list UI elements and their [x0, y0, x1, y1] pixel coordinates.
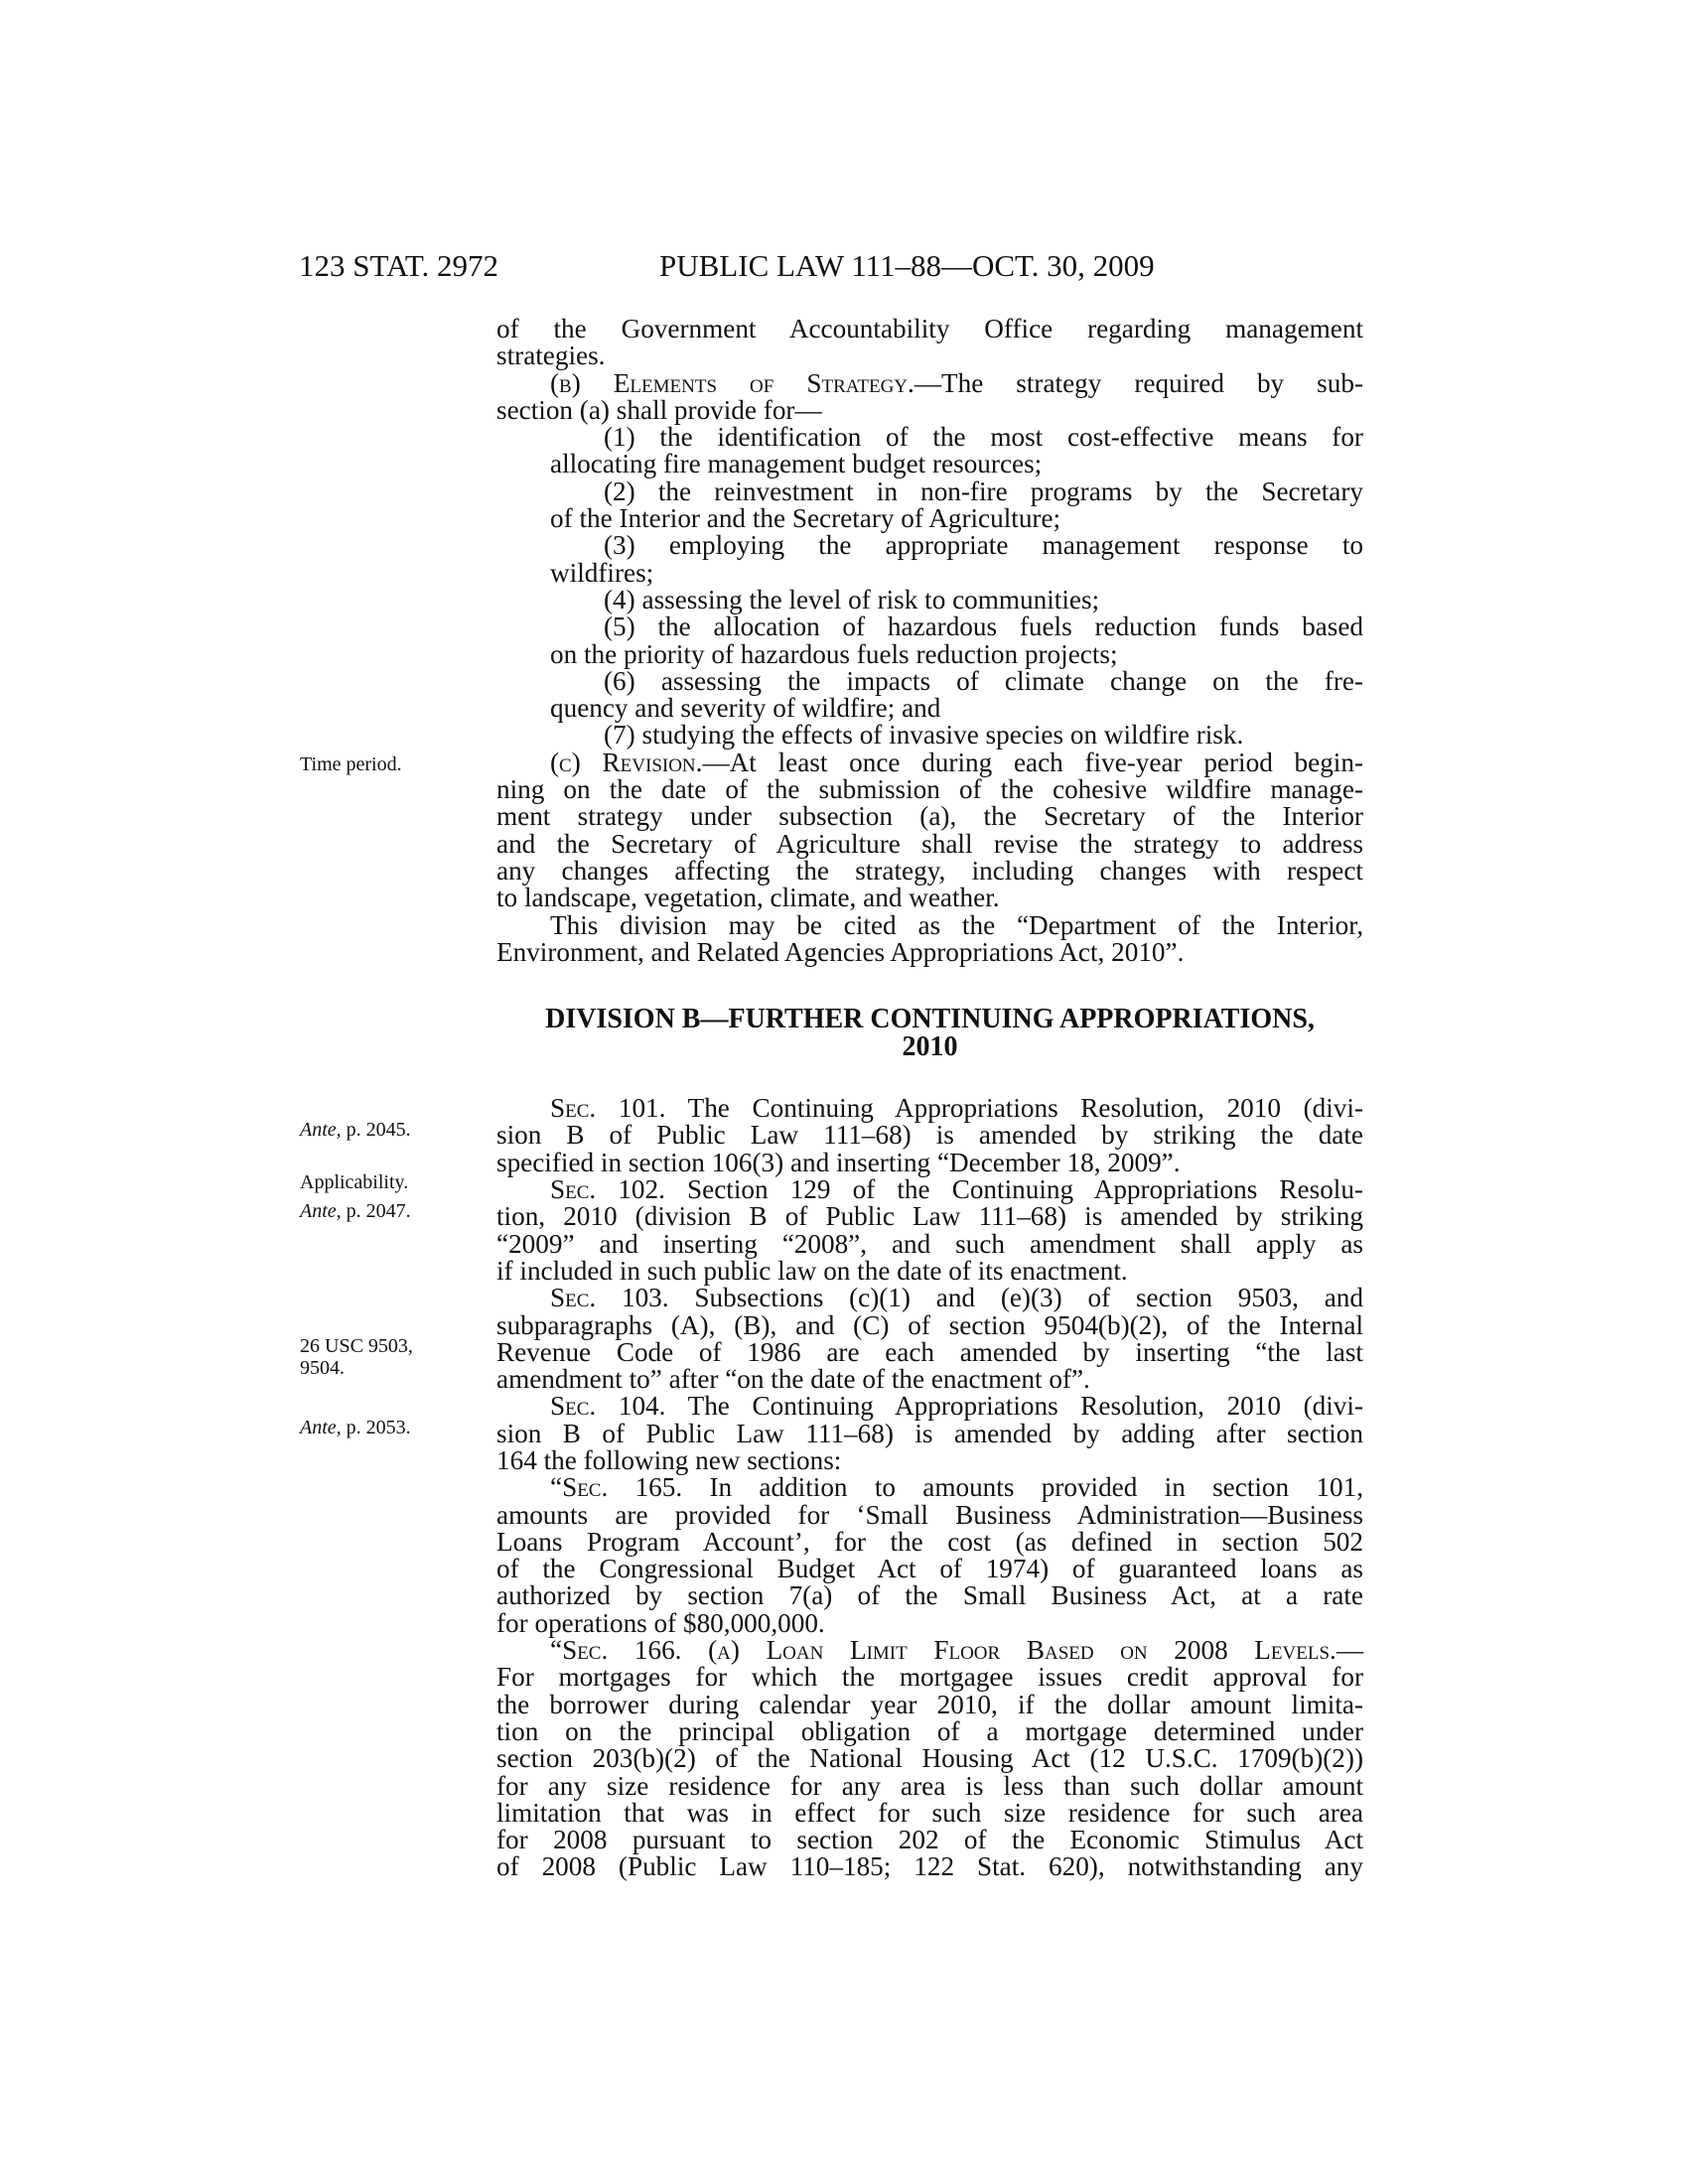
section-166 — [496, 1637, 1363, 1664]
text-line: for any size residence for any area is less than such dollar amount — [496, 1770, 1363, 1801]
text-line: tion, 2010 (division B of Public Law 111–68) is amended by striking — [496, 1201, 1363, 1232]
text-line: Revenue Code of 1986 are each amended by inserting “the last — [496, 1336, 1363, 1367]
text-line: of the Congressional Budget Act of 1974) of guaranteed loans as — [496, 1554, 1363, 1584]
subsection-text: —At least once during each five-year period begin- — [702, 747, 1363, 777]
text-line: sion B of Public Law 111–68) is amended by adding after section — [496, 1418, 1363, 1448]
text-line: of 2008 (Public Law 110–185; 122 Stat. 620), notwithstanding any — [496, 1851, 1363, 1882]
section-103 — [496, 1285, 1363, 1311]
section-text: The Continuing Appropriations Resolution, 2010 (divi- — [665, 1093, 1363, 1124]
text-line: of the Government Accountability Office regarding management — [496, 314, 1363, 343]
section-label: Sec. 166. (a) Loan Limit Floor Based on 2008 Levels. — [562, 1635, 1336, 1666]
margin-note-ante-page: p. 2053. — [341, 1417, 411, 1438]
section-text: Subsections (c)(1) and (e)(3) of section 9503, and — [668, 1283, 1363, 1313]
text-line: allocating fire management budget resources; — [550, 449, 1043, 479]
open-quote: “ — [550, 1635, 563, 1666]
text-line: section 203(b)(2) of the National Housing Act (12 U.S.C. 1709(b)(2)) — [496, 1743, 1363, 1774]
text-line: section (a) shall provide for— — [496, 394, 822, 425]
text-line: on the priority of hazardous fuels reduction projects; — [550, 638, 1118, 669]
section-102 — [496, 1176, 1363, 1203]
list-item: (5) the allocation of hazardous fuels reduction funds based — [604, 612, 1363, 642]
stat-citation: 123 STAT. 2972 — [299, 248, 499, 283]
text-line: quency and severity of wildfire; and — [550, 693, 941, 724]
subsection-label: (c) Revision. — [550, 747, 703, 777]
margin-note-ante-word: Ante, — [300, 1417, 342, 1438]
text-line: strategies. — [496, 341, 606, 371]
division-heading-line1: DIVISION B—FURTHER CONTINUING APPROPRIATIONS, — [545, 1004, 1315, 1035]
section-label: Sec. 104. — [550, 1391, 666, 1422]
text-line: if included in such public law on the date of its enactment. — [496, 1255, 1128, 1286]
section-text: — — [1336, 1635, 1363, 1666]
text-line: of the Interior and the Secretary of Agriculture; — [550, 503, 1061, 534]
margin-note-time-period: Time period. — [300, 753, 402, 775]
open-quote: “ — [550, 1472, 563, 1503]
section-text: The Continuing Appropriations Resolution, 2010 (divi- — [665, 1391, 1363, 1422]
section-label: Sec. 103. — [550, 1283, 669, 1313]
margin-note-usc-line2: 9504. — [300, 1357, 345, 1379]
margin-note-usc-line1: 26 USC 9503, — [300, 1335, 413, 1357]
text-line: specified in section 106(3) and inserting “December 18, 2009”. — [496, 1147, 1181, 1177]
running-head: PUBLIC LAW 111–88—OCT. 30, 2009 — [659, 248, 1155, 283]
list-item: (3) employing the appropriate management response to — [604, 530, 1363, 561]
text-line: for 2008 pursuant to section 202 of the Economic Stimulus Act — [496, 1825, 1363, 1855]
section-104 — [496, 1393, 1363, 1420]
division-heading-line2: 2010 — [902, 1031, 958, 1063]
division-heading — [496, 1006, 1363, 1061]
text-line: authorized by section 7(a) of the Small Business Act, at a rate — [496, 1580, 1363, 1611]
text-line: and the Secretary of Agriculture shall revise the strategy to address — [496, 828, 1363, 859]
margin-note-ante-2045 — [300, 1119, 411, 1141]
text-line: Loans Program Account’, for the cost (as defined in section 502 — [496, 1526, 1363, 1557]
text-line: amendment to” after “on the date of the enactment of”. — [496, 1364, 1090, 1395]
text-line: 164 the following new sections: — [496, 1444, 842, 1475]
subsection-c-heading — [496, 747, 1363, 777]
text-line: ning on the date of the submission of the cohesive wildfire manage- — [496, 774, 1363, 805]
section-label: Sec. 165. — [562, 1472, 683, 1503]
margin-note-ante-page: p. 2045. — [341, 1119, 411, 1141]
text-line: This division may be cited as the “Department of the Interior, — [550, 909, 1363, 940]
text-line: amounts are provided for ‘Small Business Administration—Business — [496, 1499, 1363, 1530]
subsection-b-heading — [496, 367, 1363, 398]
subsection-text: —The strategy required by sub- — [914, 367, 1363, 398]
margin-note-ante-2047 — [300, 1200, 411, 1222]
text-line: subparagraphs (A), (B), and (C) of section 9504(b)(2), of the Internal — [496, 1309, 1363, 1340]
text-line: to landscape, vegetation, climate, and weather. — [496, 883, 1000, 913]
text-line: ment strategy under subsection (a), the Secretary of the Interior — [496, 801, 1363, 832]
section-text: In addition to amounts provided in section 101, — [682, 1472, 1363, 1503]
text-line: for operations of $80,000,000. — [496, 1607, 825, 1638]
section-101 — [496, 1095, 1363, 1122]
margin-note-ante-2053 — [300, 1417, 411, 1438]
section-text: Section 129 of the Continuing Appropriations Resolu- — [664, 1174, 1363, 1205]
body-text — [496, 316, 1363, 1881]
margin-note-applicability: Applicability. — [300, 1171, 409, 1193]
text-line: the borrower during calendar year 2010, if the dollar amount limita- — [496, 1689, 1363, 1719]
text-line: tion on the principal obligation of a mortgage determined under — [496, 1715, 1363, 1746]
text-line: any changes affecting the strategy, including changes with respect — [496, 855, 1363, 886]
margin-note-ante-word: Ante, — [300, 1200, 342, 1222]
section-label: Sec. 102. — [550, 1174, 665, 1205]
list-item: (1) the identification of the most cost-effective means for — [604, 422, 1363, 453]
section-165 — [496, 1474, 1363, 1501]
section-label: Sec. 101. — [550, 1093, 666, 1124]
list-item: (4) assessing the level of risk to communities; — [604, 584, 1100, 614]
list-item: (2) the reinvestment in non-fire programs by the Secretary — [604, 476, 1363, 506]
text-line: Environment, and Related Agencies Appropriations Act, 2010”. — [496, 936, 1185, 967]
subsection-label: (b) Elements of Strategy. — [550, 367, 914, 398]
text-line: sion B of Public Law 111–68) is amended by striking the date — [496, 1120, 1363, 1151]
margin-note-ante-page: p. 2047. — [341, 1200, 411, 1222]
text-line: For mortgages for which the mortgagee issues credit approval for — [496, 1662, 1363, 1693]
list-item: (6) assessing the impacts of climate change on the fre- — [604, 665, 1363, 696]
text-line: wildfires; — [550, 557, 654, 588]
margin-note-ante-word: Ante, — [300, 1119, 342, 1141]
text-line: “2009” and inserting “2008”, and such amendment shall apply as — [496, 1228, 1363, 1259]
margin-note-usc — [300, 1335, 413, 1379]
text-line: limitation that was in effect for such size residence for such area — [496, 1797, 1363, 1828]
list-item: (7) studying the effects of invasive species on wildfire risk. — [604, 720, 1244, 751]
